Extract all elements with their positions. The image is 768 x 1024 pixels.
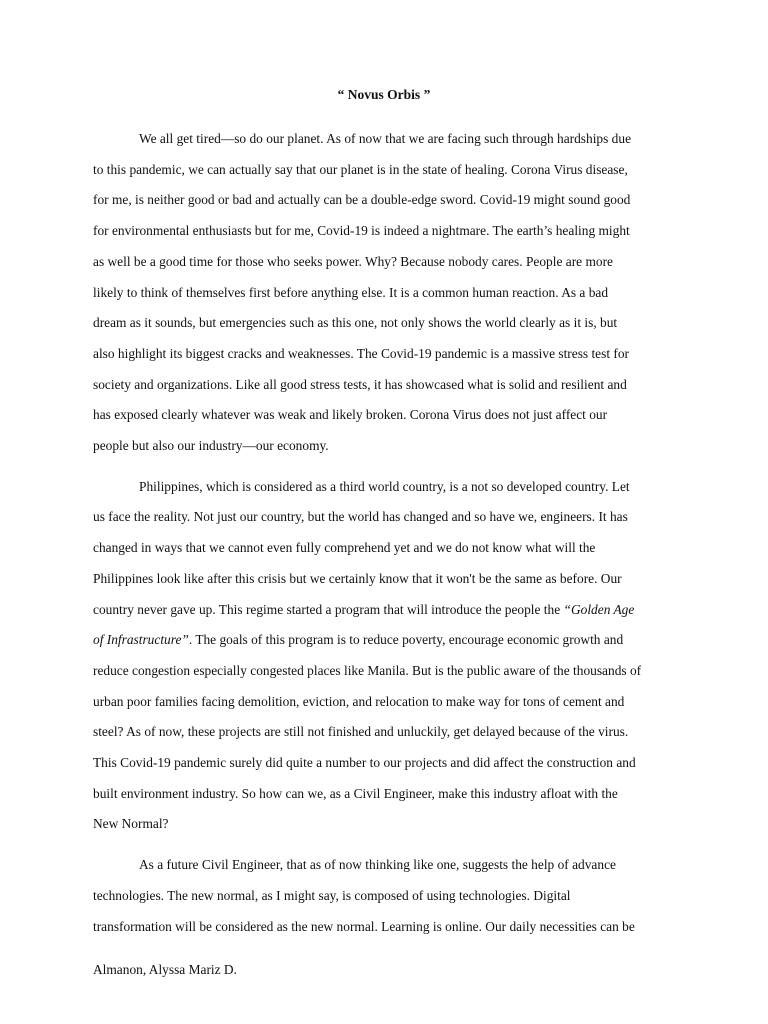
text-line: has exposed clearly whatever was weak and likely broken. Corona Virus does not just affect our (93, 407, 608, 423)
text-line: changed in ways that we cannot even fully comprehend yet and we do not know what will the (93, 540, 596, 556)
text-segment: country never gave up. This regime started a program that will introduce the people the (93, 601, 564, 617)
text-line: New Normal? (93, 816, 169, 832)
text-line: This Covid-19 pandemic surely did quite a number to our projects and did affect the construction and (93, 755, 636, 771)
text-line: also highlight its biggest cracks and weaknesses. The Covid-19 pandemic is a massive stress test for (93, 345, 630, 361)
paragraph-1 (93, 124, 678, 462)
text-line: Philippines look like after this crisis but we certainly know that it won't be the same as before. Our (93, 570, 622, 586)
text-line: dream as it sounds, but emergencies such as this one, not only shows the world clearly as it is, but (93, 315, 618, 331)
text-line: us face the reality. Not just our country, but the world has changed and so have we, engineers. It has (93, 509, 628, 525)
text-line (93, 625, 678, 656)
author-footer: Almanon, Alyssa Mariz D. (93, 962, 237, 977)
paragraph-3 (93, 850, 678, 942)
text-line: reduce congestion especially congested places like Manila. But is the public aware of the thousands of (93, 662, 642, 678)
text-segment: . The goals of this program is to reduce poverty, encourage economic growth and (188, 632, 624, 648)
text-line: for me, is neither good or bad and actually can be a double-edge sword. Covid-19 might sound good (93, 192, 631, 208)
italic-phrase: of Infrastructure” (93, 632, 189, 648)
text-line: steel? As of now, these projects are still not finished and unluckily, get delayed because of the virus. (93, 724, 629, 740)
text-line: likely to think of themselves first before anything else. It is a common human reaction. As a bad (93, 284, 609, 300)
text-line: technologies. The new normal, as I might say, is composed of using technologies. Digital (93, 887, 571, 903)
text-line: transformation will be considered as the new normal. Learning is online. Our daily necessities can be (93, 918, 635, 934)
text-line: society and organizations. Like all good stress tests, it has showcased what is solid and resilient and (93, 376, 627, 392)
paragraph-2 (93, 472, 678, 840)
page-title: “ Novus Orbis ” (337, 87, 431, 102)
text-line: for environmental enthusiasts but for me, Covid-19 is indeed a nightmare. The earth’s healing might (93, 223, 630, 239)
text-line: built environment industry. So how can we, as a Civil Engineer, make this industry afloat with the (93, 785, 618, 801)
text-line: urban poor families facing demolition, eviction, and relocation to make way for tons of cement and (93, 693, 625, 709)
text-line (93, 595, 678, 626)
text-line: We all get tired—so do our planet. As of now that we are facing such through hardships due (139, 131, 632, 146)
document-body (93, 124, 678, 952)
text-line: as well be a good time for those who seeks power. Why? Because nobody cares. People are more (93, 253, 613, 269)
text-line: Philippines, which is considered as a third world country, is a not so developed country. Let (139, 478, 630, 494)
text-line: As a future Civil Engineer, that as of now thinking like one, suggests the help of advance (139, 857, 616, 873)
text-line: people but also our industry—our economy. (93, 438, 329, 454)
italic-phrase: “Golden Age (563, 601, 635, 617)
text-line: to this pandemic, we can actually say that our planet is in the state of healing. Corona Virus disease, (93, 161, 628, 177)
